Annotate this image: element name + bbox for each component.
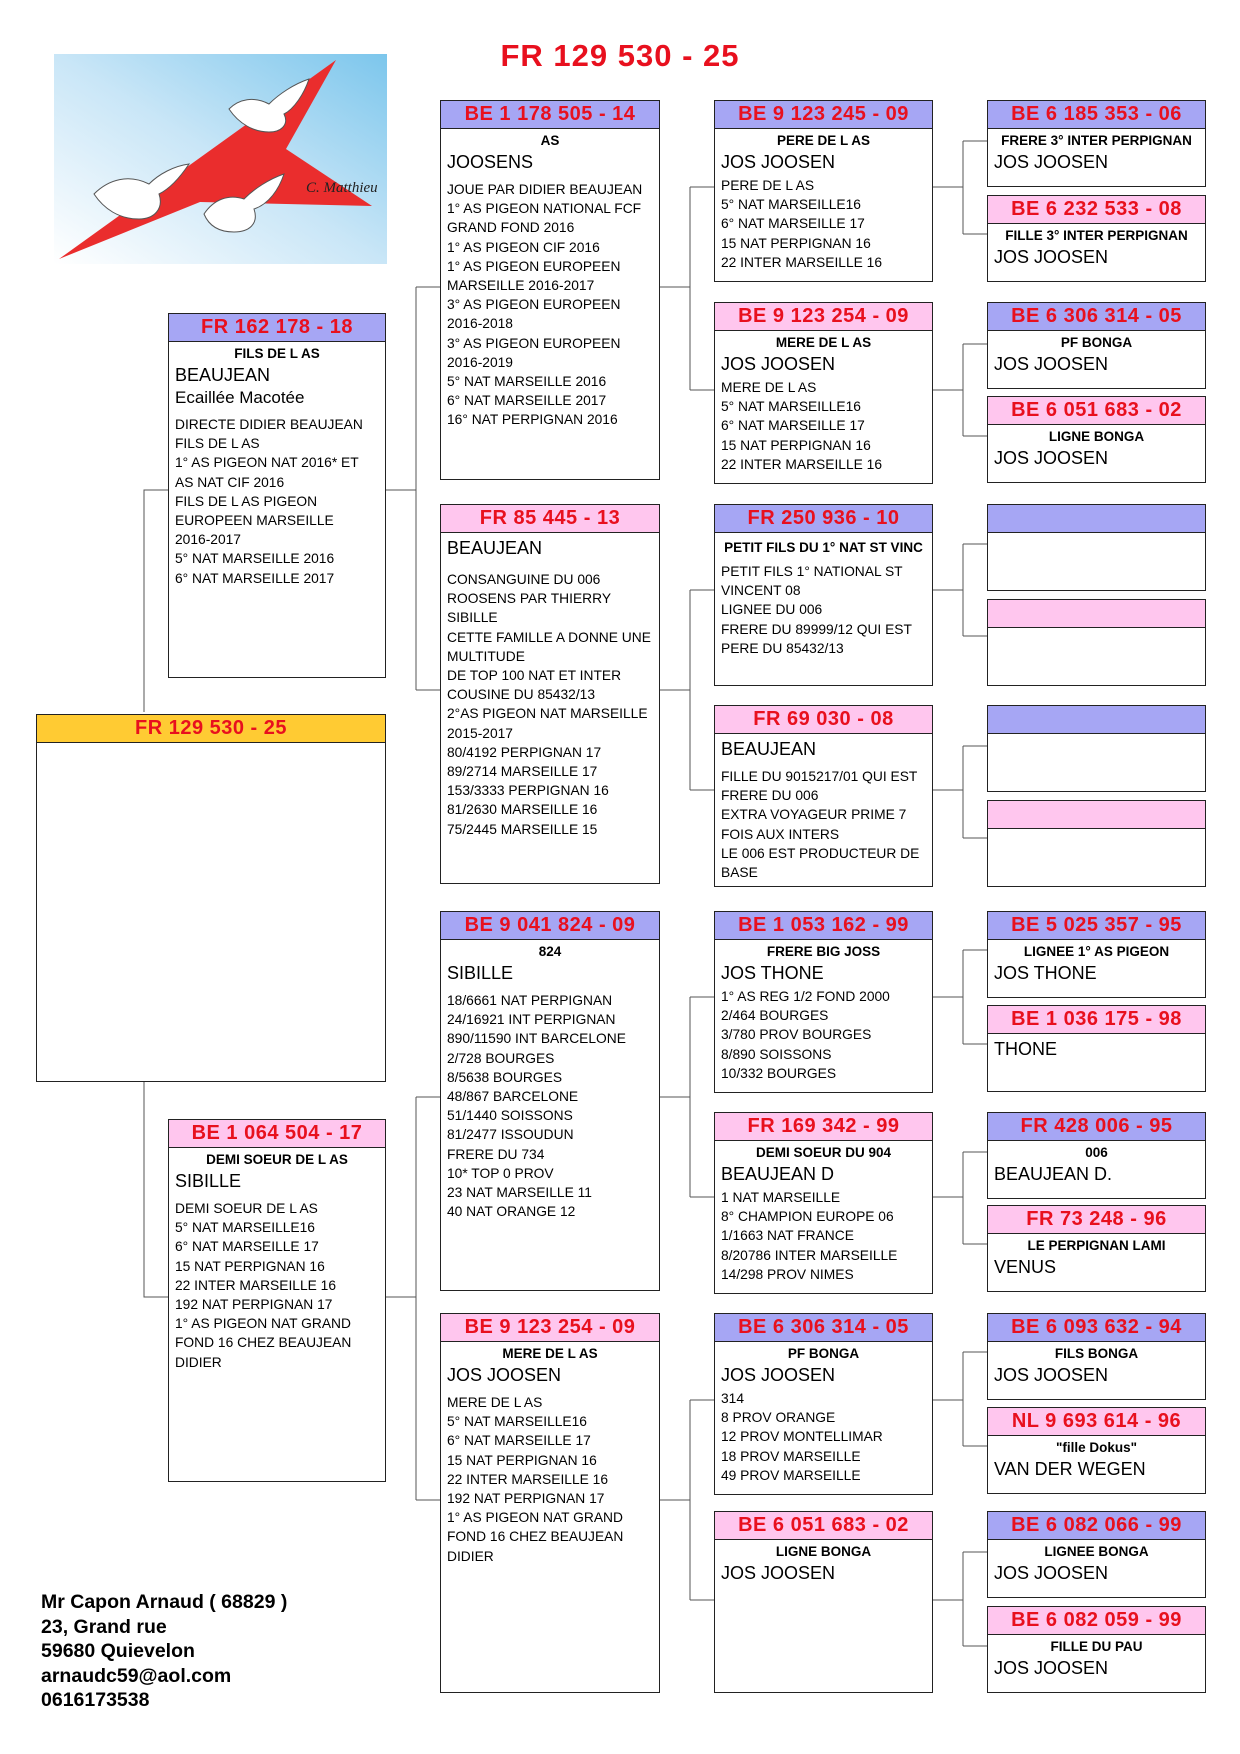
note-line: MERE DE L AS [447, 1395, 543, 1410]
note-line: 8/20786 INTER MARSEILLE [721, 1247, 898, 1263]
gen3-ring: FR 69 030 - 08 [715, 706, 932, 734]
gen4-subtitle: FRERE 3° INTER PERPIGNAN [1001, 133, 1192, 148]
gen4-ring: FR 428 006 - 95 [988, 1113, 1205, 1141]
gen4-card-8 [987, 800, 1206, 887]
note-line: 23 NAT MARSEILLE 11 [447, 1185, 592, 1201]
gen3-card-6 [714, 1112, 933, 1294]
gen3-name: JOS JOOSEN [721, 152, 836, 172]
gen3-subtitle: PF BONGA [787, 1346, 860, 1361]
subject-ring: FR 129 530 - 25 [37, 715, 385, 743]
gen4-card-10 [987, 1005, 1206, 1092]
note-line: 192 NAT PERPIGNAN 17 [447, 1491, 605, 1507]
gen4-ring: BE 6 232 533 - 08 [988, 196, 1205, 224]
gen2-notes [441, 174, 659, 430]
gen2-notes [441, 985, 659, 1221]
note-line: 6° NAT MARSEILLE 2017 [447, 393, 607, 409]
dam-notes [169, 1193, 385, 1372]
sire-subtitle: FILS DE L AS [234, 346, 320, 361]
gen2-notes [441, 560, 659, 839]
note-line: 15 NAT PERPIGNAN 16 [721, 235, 871, 251]
note-line: 75/2445 MARSEILLE 15 [447, 821, 598, 837]
gen4-card-12 [987, 1205, 1206, 1292]
gen3-ring: BE 6 306 314 - 05 [715, 1314, 932, 1342]
note-line: PETIT FILS 1° NATIONAL ST [721, 564, 903, 579]
gen4-ring: BE 6 306 314 - 05 [988, 303, 1205, 331]
note-line: 2016-2018 [447, 316, 513, 332]
note-line: FILLE DU 9015217/01 QUI EST [721, 769, 918, 784]
note-line: DIDIER [175, 1354, 222, 1370]
note-line: 5° NAT MARSEILLE 2016 [175, 551, 335, 567]
note-line: FILS DE L AS PIGEON [175, 493, 318, 509]
gen4-card-15 [987, 1511, 1206, 1598]
gen3-notes [715, 376, 932, 474]
gen3-notes [715, 985, 932, 1083]
owner-name: Mr Capon Arnaud ( 68829 ) [41, 1591, 288, 1613]
gen4-subtitle: FILS BONGA [1054, 1346, 1139, 1361]
note-line: 5° NAT MARSEILLE16 [175, 1220, 315, 1236]
gen3-subtitle: LIGNE BONGA [775, 1544, 872, 1559]
note-line: 18 PROV MARSEILLE [721, 1448, 861, 1464]
note-line: CONSANGUINE DU 006 [447, 572, 601, 587]
gen3-ring: BE 6 051 683 - 02 [715, 1512, 932, 1540]
note-line: 49 PROV MARSEILLE [721, 1467, 861, 1483]
gen4-card-9 [987, 911, 1206, 998]
note-line: 3/780 PROV BOURGES [721, 1027, 872, 1043]
gen4-card-3 [987, 302, 1206, 389]
gen4-ring: BE 5 025 357 - 95 [988, 912, 1205, 940]
note-line: 14/298 PROV NIMES [721, 1266, 854, 1282]
gen3-card-3 [714, 504, 933, 686]
gen3-subtitle: MERE DE L AS [775, 335, 872, 350]
note-line: 1° AS PIGEON NAT GRAND [175, 1316, 351, 1332]
note-line: 10* TOP 0 PROV [447, 1165, 554, 1181]
gen4-card-16 [987, 1606, 1206, 1693]
note-line: 6° NAT MARSEILLE 17 [447, 1433, 591, 1449]
logo-signature: C. Matthieu [306, 180, 378, 196]
owner-address [41, 1590, 287, 1713]
gen4-name: JOS JOOSEN [994, 354, 1109, 374]
gen4-ring: BE 1 036 175 - 98 [988, 1006, 1205, 1034]
gen3-name: JOS JOOSEN [721, 354, 836, 374]
gen4-ring: BE 6 082 066 - 99 [988, 1512, 1205, 1540]
gen2-ring: BE 9 123 254 - 09 [441, 1314, 659, 1342]
note-line: FOND 16 CHEZ BEAUJEAN [447, 1529, 624, 1545]
note-line: EUROPEEN MARSEILLE [175, 513, 334, 529]
gen4-name: JOS JOOSEN [994, 448, 1109, 468]
note-line: 6° NAT MARSEILLE 17 [175, 1239, 319, 1255]
gen3-name: JOS JOOSEN [721, 1365, 836, 1385]
note-line: LIGNEE DU 006 [721, 602, 823, 618]
gen2-notes [441, 1387, 659, 1566]
gen4-card-1 [987, 100, 1206, 187]
gen2-ring: BE 1 178 505 - 14 [441, 101, 659, 129]
owner-street: 23, Grand rue [41, 1615, 167, 1638]
gen2-name: JOOSENS [447, 152, 534, 172]
note-line: 81/2630 MARSEILLE 16 [447, 802, 598, 818]
note-line: 2016-2019 [447, 354, 513, 370]
gen2-card-3 [440, 911, 660, 1291]
note-line: AS NAT CIF 2016 [175, 474, 285, 490]
gen4-ring [988, 801, 1205, 829]
owner-email[interactable]: arnaudc59@aol.com [41, 1664, 232, 1687]
note-line: 15 NAT PERPIGNAN 16 [721, 437, 871, 453]
gen4-name: JOS JOOSEN [994, 1563, 1109, 1583]
note-line: FILS DE L AS [175, 436, 260, 452]
note-line: 2/728 BOURGES [447, 1050, 555, 1066]
note-line: DIRECTE DIDIER BEAUJEAN [175, 417, 363, 432]
note-line: PERE DU 85432/13 [721, 640, 844, 656]
gen2-name: BEAUJEAN [447, 538, 543, 558]
gen4-ring [988, 706, 1205, 734]
note-line: 3° AS PIGEON EUROPEEN [447, 335, 621, 351]
note-line: DE TOP 100 NAT ET INTER [447, 668, 622, 684]
note-line: 1° AS PIGEON EUROPEEN [447, 258, 621, 274]
note-line: 890/11590 INT BARCELONE [447, 1031, 626, 1047]
note-line: 24/16921 INT PERPIGNAN [447, 1012, 616, 1028]
dam-name: SIBILLE [175, 1171, 242, 1191]
gen3-name: JOS THONE [721, 963, 824, 983]
note-line: SIBILLE [447, 610, 498, 626]
note-line: MULTITUDE [447, 648, 525, 664]
owner-phone: 0616173538 [41, 1689, 150, 1711]
gen3-name: BEAUJEAN [721, 739, 817, 759]
gen2-subtitle: 824 [538, 944, 562, 959]
note-line: FRERE DU 006 [721, 788, 819, 804]
gen3-name: BEAUJEAN D [721, 1164, 835, 1184]
note-line: CETTE FAMILLE A DONNE UNE [447, 629, 651, 645]
gen3-subtitle: PERE DE L AS [776, 133, 871, 148]
note-line: 2/464 BOURGES [721, 1008, 829, 1024]
note-line: 1 NAT MARSEILLE [721, 1190, 841, 1205]
gen3-card-2 [714, 302, 933, 484]
gen3-notes [715, 1387, 932, 1485]
gen3-subtitle: DEMI SOEUR DU 904 [755, 1145, 892, 1160]
note-line: 6° NAT MARSEILLE 2017 [175, 570, 335, 586]
gen4-ring: BE 6 093 632 - 94 [988, 1314, 1205, 1342]
note-line: PERE DE L AS [721, 178, 815, 193]
note-line: 51/1440 SOISSONS [447, 1108, 573, 1124]
note-line: 5° NAT MARSEILLE 2016 [447, 374, 607, 390]
note-line: FOND 16 CHEZ BEAUJEAN [175, 1335, 352, 1351]
note-line: 22 INTER MARSEILLE 16 [447, 1471, 609, 1487]
note-line: 10/332 BOURGES [721, 1065, 837, 1081]
gen3-notes [715, 1186, 932, 1284]
gen4-ring [988, 505, 1205, 533]
gen4-name: JOS JOOSEN [994, 1658, 1109, 1678]
note-line: 5° NAT MARSEILLE16 [721, 399, 861, 415]
gen4-card-11 [987, 1112, 1206, 1199]
gen4-ring: NL 9 693 614 - 96 [988, 1408, 1205, 1436]
gen4-subtitle: LIGNEE BONGA [1044, 1544, 1149, 1559]
gen3-notes [715, 174, 932, 272]
gen4-subtitle: LIGNEE 1° AS PIGEON [1023, 944, 1170, 959]
gen4-subtitle: FILLE DU PAU [1050, 1639, 1143, 1654]
note-line: 314 [721, 1391, 745, 1406]
gen3-subtitle: PETIT FILS DU 1° NAT ST VINC [724, 540, 923, 555]
note-line: 80/4192 PERPIGNAN 17 [447, 744, 602, 760]
gen3-ring: FR 250 936 - 10 [715, 505, 932, 533]
note-line: 8 PROV ORANGE [721, 1410, 836, 1426]
note-line: LE 006 EST PRODUCTEUR DE [721, 845, 920, 861]
gen3-subtitle: FRERE BIG JOSS [766, 944, 881, 959]
note-line: 22 INTER MARSEILLE 16 [721, 254, 883, 270]
gen3-ring: BE 9 123 245 - 09 [715, 101, 932, 129]
gen4-ring: BE 6 082 059 - 99 [988, 1607, 1205, 1635]
gen3-notes [715, 761, 932, 882]
gen2-card-4 [440, 1313, 660, 1693]
note-line: 5° NAT MARSEILLE16 [721, 197, 861, 213]
note-line: BASE [721, 865, 758, 881]
owner-city: 59680 Quievelon [41, 1640, 195, 1662]
note-line: 2°AS PIGEON NAT MARSEILLE [447, 706, 648, 722]
gen4-ring: FR 73 248 - 96 [988, 1206, 1205, 1234]
note-line: 8/890 SOISSONS [721, 1046, 832, 1062]
sire-ring: FR 162 178 - 18 [169, 314, 385, 342]
note-line: 1/1663 NAT FRANCE [721, 1228, 854, 1244]
dam-card [168, 1119, 386, 1482]
gen4-subtitle: FILLE 3° INTER PERPIGNAN [1005, 228, 1188, 243]
note-line: 15 NAT PERPIGNAN 16 [447, 1452, 597, 1468]
note-line: 2015-2017 [447, 725, 513, 741]
gen4-card-6 [987, 599, 1206, 686]
gen3-card-8 [714, 1511, 933, 1693]
gen2-card-2 [440, 504, 660, 884]
gen4-card-2 [987, 195, 1206, 282]
sire-name2: Ecaillée Macotée [175, 388, 305, 407]
note-line: 1° AS PIGEON NATIONAL FCF [447, 201, 642, 217]
note-line: 6° NAT MARSEILLE 17 [721, 216, 865, 232]
gen2-name: JOS JOOSEN [447, 1365, 562, 1385]
note-line: MERE DE L AS [721, 380, 817, 395]
note-line: COUSINE DU 85432/13 [447, 687, 595, 703]
gen2-subtitle: AS [540, 133, 560, 148]
note-line: 40 NAT ORANGE 12 [447, 1204, 576, 1220]
gen4-subtitle: 006 [1085, 1145, 1108, 1160]
gen3-card-4 [714, 705, 933, 887]
note-line: 8/5638 BOURGES [447, 1069, 563, 1085]
gen4-ring: BE 6 051 683 - 02 [988, 397, 1205, 425]
note-line: 18/6661 NAT PERPIGNAN [447, 993, 613, 1008]
note-line: MARSEILLE 2016-2017 [447, 278, 595, 294]
sire-name: BEAUJEAN [175, 365, 271, 385]
note-line: 81/2477 ISSOUDUN [447, 1127, 574, 1143]
note-line: 89/2714 MARSEILLE 17 [447, 764, 598, 780]
note-line: 22 INTER MARSEILLE 16 [721, 456, 883, 472]
note-line: FRERE DU 89999/12 QUI EST [721, 621, 912, 637]
note-line: FOIS AUX INTERS [721, 826, 840, 842]
gen2-ring: FR 85 445 - 13 [441, 505, 659, 533]
note-line: 16° NAT PERPIGNAN 2016 [447, 412, 618, 428]
gen3-card-7 [714, 1313, 933, 1495]
gen3-notes [715, 556, 932, 658]
subject-card [36, 714, 386, 1082]
dam-ring: BE 1 064 504 - 17 [169, 1120, 385, 1148]
gen4-name: JOS THONE [994, 963, 1097, 983]
note-line: FRERE DU 734 [447, 1146, 545, 1162]
gen3-ring: BE 1 053 162 - 99 [715, 912, 932, 940]
note-line: VINCENT 08 [721, 583, 801, 599]
note-line: 1° AS PIGEON NAT 2016* ET [175, 455, 359, 471]
gen4-subtitle: LE PERPIGNAN LAMI [1027, 1238, 1166, 1253]
note-line: 22 INTER MARSEILLE 16 [175, 1277, 337, 1293]
sire-notes [169, 409, 385, 588]
gen4-name: JOS JOOSEN [994, 1365, 1109, 1385]
gen2-card-1 [440, 100, 660, 480]
note-line: GRAND FOND 2016 [447, 220, 575, 236]
note-line: 192 NAT PERPIGNAN 17 [175, 1297, 333, 1313]
gen4-name: BEAUJEAN D. [994, 1164, 1113, 1184]
gen4-card-4 [987, 396, 1206, 483]
gen3-ring: BE 9 123 254 - 09 [715, 303, 932, 331]
gen4-card-13 [987, 1313, 1206, 1400]
note-line: 12 PROV MONTELLIMAR [721, 1429, 883, 1445]
note-line: 1° AS PIGEON NAT GRAND [447, 1510, 623, 1526]
gen4-subtitle: "fille Dokus" [1055, 1440, 1138, 1455]
gen3-name: JOS JOOSEN [721, 1563, 836, 1583]
gen4-subtitle: PF BONGA [1060, 335, 1133, 350]
note-line: 2016-2017 [175, 532, 241, 548]
gen4-name: VAN DER WEGEN [994, 1459, 1146, 1479]
note-line: EXTRA VOYAGEUR PRIME 7 [721, 807, 907, 823]
note-line: 6° NAT MARSEILLE 17 [721, 418, 865, 434]
dam-subtitle: DEMI SOEUR DE L AS [206, 1152, 348, 1167]
gen4-card-7 [987, 705, 1206, 792]
gen4-subtitle: LIGNE BONGA [1048, 429, 1145, 444]
gen4-card-5 [987, 504, 1206, 591]
sire-card [168, 313, 386, 678]
gen2-name: SIBILLE [447, 963, 514, 983]
note-line: 1° AS REG 1/2 FOND 2000 [721, 989, 890, 1004]
gen2-ring: BE 9 041 824 - 09 [441, 912, 659, 940]
note-line: 3° AS PIGEON EUROPEEN [447, 297, 621, 313]
gen3-card-5 [714, 911, 933, 1093]
page-title: FR 129 530 - 25 [500, 38, 740, 73]
gen4-name: JOS JOOSEN [994, 247, 1109, 267]
gen3-card-1 [714, 100, 933, 282]
gen4-ring [988, 600, 1205, 628]
gen4-card-14 [987, 1407, 1206, 1494]
gen4-ring: BE 6 185 353 - 06 [988, 101, 1205, 129]
note-line: DIDIER [447, 1548, 494, 1564]
note-line: DEMI SOEUR DE L AS [175, 1201, 318, 1216]
gen4-name: THONE [994, 1039, 1057, 1059]
note-line: ROOSENS PAR THIERRY [447, 591, 612, 607]
gen3-ring: FR 169 342 - 99 [715, 1113, 932, 1141]
note-line: 1° AS PIGEON CIF 2016 [447, 239, 600, 255]
note-line: 5° NAT MARSEILLE16 [447, 1414, 587, 1430]
gen4-name: JOS JOOSEN [994, 152, 1109, 172]
note-line: 15 NAT PERPIGNAN 16 [175, 1258, 325, 1274]
gen4-name: VENUS [994, 1257, 1057, 1277]
note-line: 8° CHAMPION EUROPE 06 [721, 1209, 894, 1225]
note-line: 48/867 BARCELONE [447, 1089, 579, 1105]
gen2-subtitle: MERE DE L AS [502, 1346, 598, 1361]
note-line: 153/3333 PERPIGNAN 16 [447, 783, 609, 799]
note-line: JOUE PAR DIDIER BEAUJEAN [447, 182, 643, 197]
